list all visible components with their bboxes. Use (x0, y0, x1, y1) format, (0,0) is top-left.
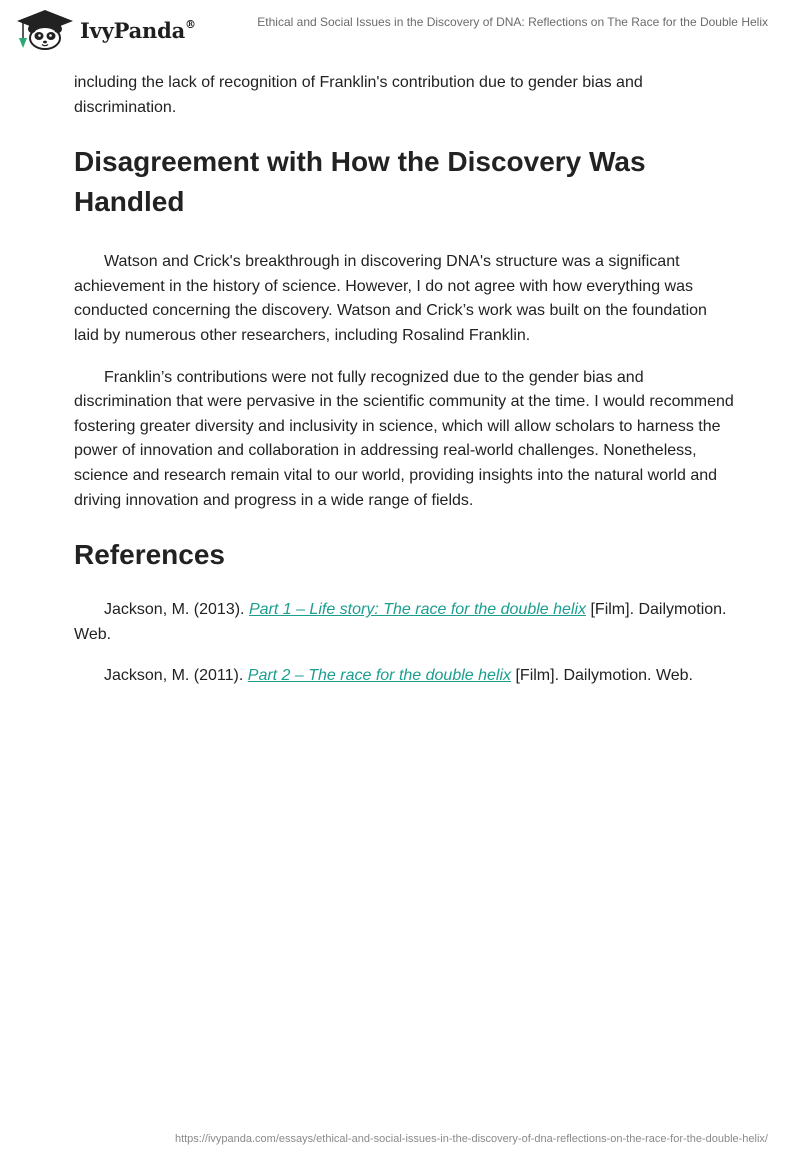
reference-author-year: Jackson, M. (2011). (104, 667, 248, 685)
body-paragraph-2: Franklin’s contributions were not fully recognized due to the gender bias and discrimination that were pervasive in the scientific community at the time. I would recommend fostering greater diversity and inclusivity in science, which will allow scholars to harness the power of innovation and collaboration in addressing real-world challenges. Nonetheless, science and research remain vital to our world, providing insights into the natural world and driving innovation and progress in a wide range of fields. (74, 368, 734, 509)
document-title: Ethical and Social Issues in the Discovery of DNA: Reflections on The Race for the Double Helix (257, 15, 768, 29)
reference-item (74, 598, 734, 647)
reference-item (74, 664, 734, 689)
reference-suffix: [Film]. Dailymotion. Web. (511, 667, 693, 685)
brand-logo[interactable] (14, 8, 196, 50)
essay-content (74, 70, 734, 689)
footer-url[interactable]: https://ivypanda.com/essays/ethical-and-social-issues-in-the-discovery-of-dna-reflections-on-the-race-for-the-double-helix/ (174, 1133, 768, 1145)
body-paragraph-1: Watson and Crick's breakthrough in discovering DNA's structure was a significant achievement in the history of science. However, I do not agree with how everything was conducted concerning the discovery. Watson and Crick’s work was built on the foundation laid by numerous other researchers, including Rosalind Franklin. (74, 253, 707, 344)
section-heading: Disagreement with How the Discovery Was Handled (74, 146, 646, 218)
reference-link[interactable]: Part 2 – The race for the double helix (247, 667, 512, 685)
reference-author-year: Jackson, M. (2013). (104, 601, 249, 619)
panda-logo-icon (14, 8, 76, 50)
brand-name: IvyPanda® (80, 17, 196, 43)
continuation-paragraph: including the lack of recognition of Franklin's contribution due to gender bias and discrimination. (74, 74, 643, 116)
page-header (0, 0, 800, 60)
references-heading: References (74, 539, 225, 571)
reference-suffix: [Film]. Dailymotion. Web. (74, 601, 727, 643)
reference-link[interactable]: Part 1 – Life story: The race for the double helix (248, 601, 587, 619)
